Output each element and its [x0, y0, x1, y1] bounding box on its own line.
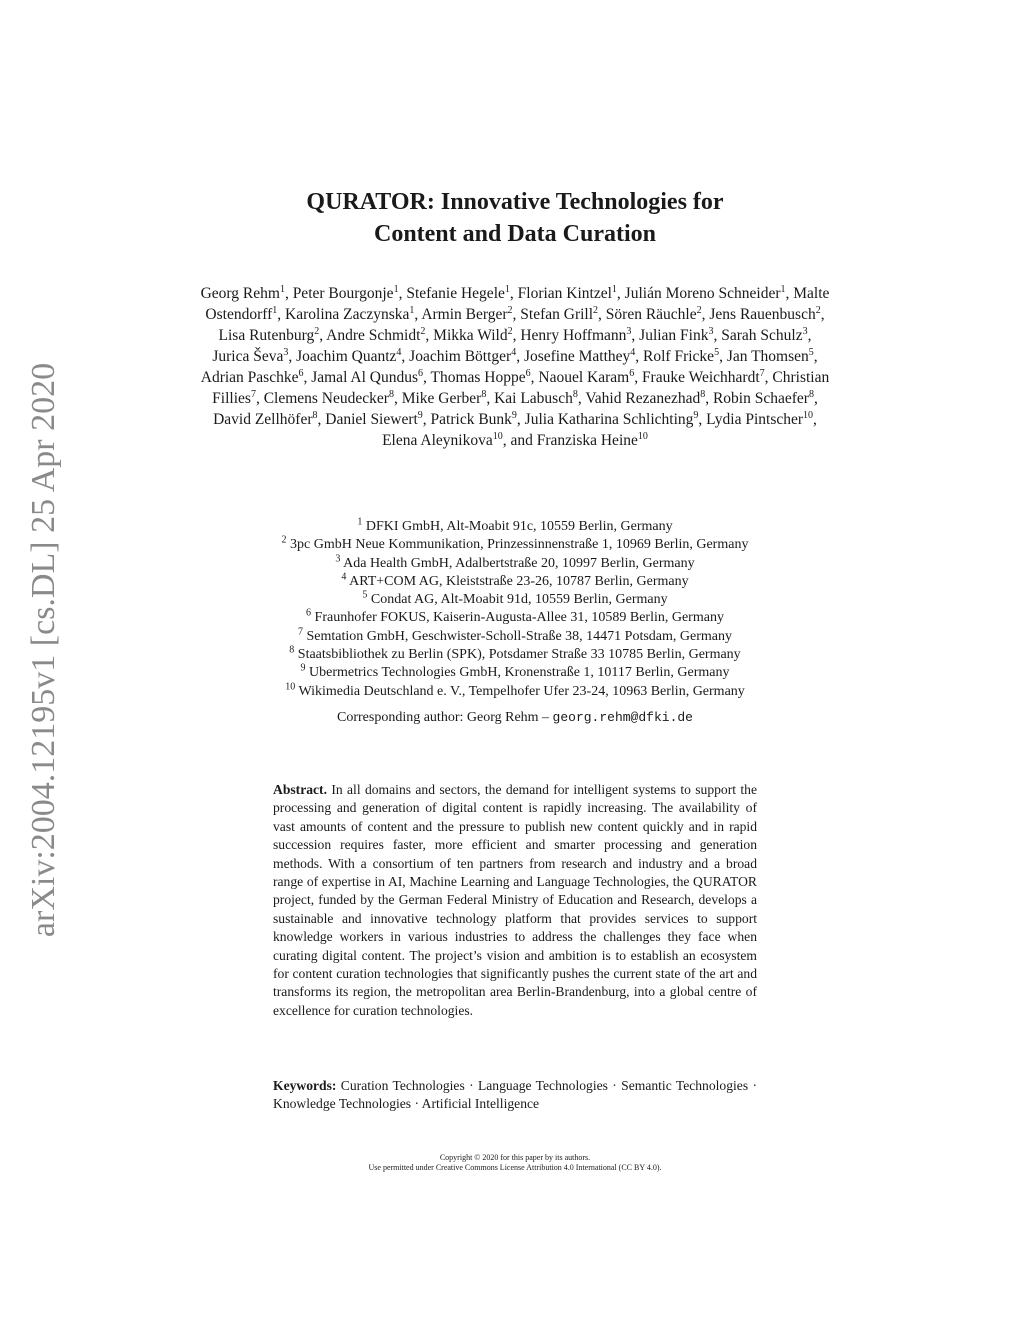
author [494, 390, 578, 407]
author-affiliation-number: 7 [759, 367, 765, 379]
author [643, 348, 719, 365]
author-affiliation-number: 3 [802, 325, 808, 337]
keywords-label: Keywords: [273, 1078, 337, 1093]
abstract-text: In all domains and sectors, the demand for intelligent systems to support the processing and generation of digital content is rapidly increasing. The availability of vast amounts of content and the pressure to publish new content quickly and in rapid succession requires faster, more efficient and smarter processing and generation methods. With a consortium of ten partners from research and industry and a broad range of expertise in AI, Machine Learning and Language Technologies, the QURATOR project, funded by the German Federal Ministry of Education and Research, develops a sustainable and innovative technology platform that provides services to support knowledge workers in various industries to address the challenges they face when curating digital content. The project’s vision and ambition is to establish an ecosystem for content curation technologies that significantly pushes the current state of the art and transforms its region, the metropolitan area Berlin-Brandenburg, into a global centre of excellence for curation technologies. [273, 782, 757, 1018]
affiliation-number: 8 [289, 644, 295, 656]
affiliation-number: 5 [362, 589, 368, 601]
author-and: and [510, 432, 533, 449]
author-name: Andre Schmidt [326, 327, 421, 344]
author-name: Julian Fink [639, 327, 709, 344]
author-name: Stefanie Hegele [406, 285, 505, 302]
affiliation [200, 628, 830, 646]
author [326, 327, 425, 344]
author-affiliation-number: 8 [808, 388, 814, 400]
affiliation [200, 518, 830, 536]
author-affiliation-number: 5 [714, 346, 720, 358]
author [285, 306, 414, 323]
author-affiliation-number: 1 [409, 304, 415, 316]
corresponding-label: Corresponding author: Georg Rehm – [337, 710, 550, 725]
author-name: Sören Räuchle [605, 306, 697, 323]
author-name: Julián Moreno Schneider [624, 285, 781, 302]
author-affiliation-number: 3 [283, 346, 289, 358]
author-name: Jan Thomsen [726, 348, 809, 365]
author-name: Florian Kintzel [517, 285, 612, 302]
author [606, 306, 702, 323]
author [524, 348, 635, 365]
author-affiliation-number: 2 [420, 325, 426, 337]
author-affiliation-number: 10 [803, 409, 814, 421]
author-name: Julia Katharina Schlichting [524, 411, 694, 428]
author-affiliation-number: 1 [393, 283, 399, 295]
author-name: Peter Bourgonje [292, 285, 394, 302]
author-name: Adrian Paschke [200, 369, 299, 386]
author-name: Georg Rehm [200, 285, 280, 302]
author [201, 285, 285, 302]
affiliation-number: 10 [285, 681, 296, 693]
author-affiliation-number: 10 [492, 430, 503, 442]
author-name: Thomas Hoppe [430, 369, 526, 386]
author-name: Patrick Bunk [430, 411, 512, 428]
author-name: Armin Berger [421, 306, 508, 323]
author-affiliation-number: 3 [626, 325, 632, 337]
affiliation [200, 664, 830, 682]
author-affiliation-number: 9 [693, 409, 699, 421]
affiliation-list [200, 518, 830, 701]
title-line-1: QURATOR: Innovative Technologies for [306, 189, 724, 215]
author-affiliation-number: 3 [708, 325, 714, 337]
author-affiliation-number: 1 [780, 283, 786, 295]
author [402, 390, 487, 407]
author-name: Rolf Fricke [643, 348, 715, 365]
author-name: Mikka Wild [433, 327, 508, 344]
author [430, 369, 530, 386]
author [311, 369, 423, 386]
author-name: Robin Schaefer [712, 390, 809, 407]
affiliation [200, 591, 830, 609]
author [518, 285, 617, 302]
author-affiliation-number: 5 [808, 346, 814, 358]
author-name: Josefine Matthey [523, 348, 631, 365]
author-name: Daniel Siewert [325, 411, 418, 428]
author [382, 432, 503, 449]
author-name: Franziska Heine [536, 432, 638, 449]
author-name: Elena Aleynikova [382, 432, 493, 449]
author-affiliation-number: 8 [572, 388, 578, 400]
author-affiliation-number: 6 [298, 367, 304, 379]
author-affiliation-number: 2 [507, 325, 513, 337]
abstract [273, 781, 757, 1020]
author-affiliation-number: 6 [418, 367, 423, 379]
author-name: Kai Labusch [494, 390, 573, 407]
author-affiliation-number: 2 [507, 304, 513, 316]
affiliation-number: 6 [306, 607, 312, 619]
arxiv-identifier-stamp: arXiv:2004.12195v1 [cs.DL] 25 Apr 2020 [25, 362, 62, 938]
author-name: Lisa Rutenburg [218, 327, 315, 344]
keywords [273, 1077, 757, 1114]
author-name: Sarah Schulz [721, 327, 803, 344]
author [293, 285, 399, 302]
author-name: Jamal Al Qundus [311, 369, 418, 386]
author-name: Clemens Neudecker [263, 390, 389, 407]
author-affiliation-number: 1 [504, 283, 510, 295]
author-name: David Zellhöfer [213, 411, 313, 428]
author [212, 348, 288, 365]
affiliation-number: 1 [357, 516, 363, 528]
copyright-line-2: Use permitted under Creative Commons License Attribution 4.0 International (CC BY 4.0). [368, 1163, 662, 1172]
author [537, 432, 648, 449]
author [264, 390, 394, 407]
author-name: Naouel Karam [538, 369, 630, 386]
author [409, 348, 516, 365]
author [406, 285, 510, 302]
author [642, 369, 765, 386]
affiliation-text: ART+COM AG, Kleiststraße 23-26, 10787 Berlin, Germany [349, 573, 689, 589]
author-affiliation-number: 8 [388, 388, 394, 400]
paper-title [150, 186, 880, 250]
author [213, 411, 317, 428]
affiliation-number: 4 [341, 571, 347, 583]
affiliation [200, 552, 830, 573]
affiliation [200, 646, 830, 664]
author [721, 327, 807, 344]
affiliation-text: DFKI GmbH, Alt-Moabit 91c, 10559 Berlin, Germany [365, 519, 673, 534]
corresponding-email: georg.rehm@dfki.de [552, 710, 693, 725]
author-affiliation-number: 8 [481, 388, 487, 400]
affiliation-number: 2 [281, 534, 287, 546]
author [325, 411, 423, 428]
affiliation-text: Staatsbibliothek zu Berlin (SPK), Potsdamer Straße 33 10785 Berlin, Germany [297, 647, 741, 663]
author-affiliation-number: 8 [312, 409, 318, 421]
title-line-2: Content and Data Curation [373, 221, 657, 247]
author-name: Henry Hoffmann [520, 327, 627, 344]
author-name: Vahid Rezanezhad [585, 390, 701, 407]
author-name: Karolina Zaczynska [285, 306, 410, 323]
author [709, 306, 820, 323]
copyright-notice [200, 1153, 830, 1173]
author [201, 369, 304, 386]
author [713, 390, 814, 407]
affiliation [200, 609, 830, 627]
affiliation-text: 3pc GmbH Neue Kommunikation, Prinzessinnenstraße 1, 10969 Berlin, Germany [290, 537, 749, 553]
affiliation [200, 536, 830, 554]
affiliation [200, 683, 830, 701]
affiliation-text: Condat AG, Alt-Moabit 91d, 10559 Berlin, Germany [370, 592, 668, 608]
author [706, 411, 813, 428]
author-affiliation-number: 8 [700, 388, 706, 400]
author [296, 348, 401, 365]
author [727, 348, 814, 365]
copyright-line-1: Copyright © 2020 for this paper by its authors. [439, 1153, 591, 1162]
author-name: Christian Fillies [212, 369, 830, 407]
author-affiliation-number: 2 [314, 325, 320, 337]
affiliation-text: Wikimedia Deutschland e. V., Tempelhofer Ufer 23-24, 10963 Berlin, Germany [298, 683, 745, 699]
author-affiliation-number: 10 [637, 430, 648, 442]
author [219, 327, 320, 344]
author [525, 411, 699, 428]
author-name: Mike Gerber [401, 390, 482, 407]
author-affiliation-number: 1 [611, 283, 617, 295]
affiliation-number: 3 [335, 552, 341, 564]
affiliation-text: Ubermetrics Technologies GmbH, Kronenstraße 1, 10117 Berlin, Germany [309, 665, 730, 681]
corresponding-author [200, 710, 830, 726]
author-affiliation-number: 4 [511, 346, 517, 358]
author-name: Stefan Grill [520, 306, 594, 323]
author-affiliation-number: 1 [279, 283, 285, 295]
author-affiliation-number: 7 [250, 388, 256, 400]
author-name: Frauke Weichhardt [641, 369, 760, 386]
author-name: Jurica Ševa [212, 348, 284, 365]
affiliation [200, 573, 830, 591]
author [585, 390, 705, 407]
abstract-label: Abstract. [273, 782, 327, 797]
author [625, 285, 786, 302]
author-affiliation-number: 9 [417, 409, 423, 421]
author-affiliation-number: 2 [696, 304, 702, 316]
author-affiliation-number: 1 [272, 304, 278, 316]
author-name: Joachim Böttger [409, 348, 512, 365]
affiliation-number: 7 [298, 626, 303, 638]
author [431, 411, 517, 428]
author-affiliation-number: 9 [511, 409, 517, 421]
author-affiliation-number: 4 [396, 346, 402, 358]
author-affiliation-number: 2 [593, 304, 599, 316]
affiliation-number: 9 [300, 662, 306, 674]
author [421, 306, 512, 323]
author-name: Lydia Pintscher [706, 411, 804, 428]
author-name: Joachim Quantz [296, 348, 397, 365]
author [433, 327, 512, 344]
author-affiliation-number: 4 [630, 346, 636, 358]
author [520, 306, 598, 323]
affiliation-text: Ada Health GmbH, Adalbertstraße 20, 10997 Berlin, Germany [343, 555, 695, 571]
author-name: Malte Ostendorff [205, 285, 830, 323]
keywords-text: Curation Technologies · Language Technologies · Semantic Technologies · Knowledge Technologies · Artificial Intelligence [273, 1078, 757, 1112]
author-affiliation-number: 6 [525, 367, 531, 379]
author [520, 327, 631, 344]
author-affiliation-number: 2 [815, 304, 821, 316]
affiliation-text: Fraunhofer FOKUS, Kaiserin-Augusta-Allee 31, 10589 Berlin, Germany [314, 610, 724, 626]
author [639, 327, 713, 344]
author-list: Georg Rehm$^1$, Peter Bourgonje$^1$, Stefanie Hegele$^1$, Florian Kintzel$^1$, Julián Moreno Schneider$^1$, Malte Ostendorff$^1$, Karolina Zaczynska$^1$, Armin Berger$^2$, Stefan Grill$^2$, Sören Räuchle$^2$, Jens Rauenbusch$^2$, Lisa Rutenburg$^2$, Andre Schmidt$^2$, Mikka Wild$^2$, Henry Hoffmann$^3$, Julian Fink$^3$, Sarah Schulz$^3$, Jurica Ševa$^3$, Joachim Quantz$^4$, Joachim Böttger$^4$, Josefine Matthey$^4$, Rolf Fricke$^5$, Jan Thomsen$^5$, Adrian Paschke$^6$, Jamal Al Qundus$^6$, Thomas Hoppe$^6$, Naouel Karam$^6$, Frauke Weichhardt$^7$, Christian Fillies$^7$, Clemens Neudecker$^8$, Mike Gerber$^8$, Kai Labusch$^8$, Vahid Rezanezhad$^8$, Robin Schaefer$^8$, David Zellhöfer$^8$, Daniel Siewert$^9$, Patrick Bunk$^9$, Julia Katharina Schlichting$^9$, Lydia Pintscher$^{10}$, Elena Aleynikova$^{10}$, and Franziska Heine$^{10}$ [200, 283, 830, 449]
author-name: Jens Rauenbusch [709, 306, 816, 323]
author-affiliation-number: 6 [629, 367, 635, 379]
affiliation-text: Semtation GmbH, Geschwister-Scholl-Straße 38, 14471 Potsdam, Germany [306, 628, 732, 644]
author [538, 369, 634, 386]
